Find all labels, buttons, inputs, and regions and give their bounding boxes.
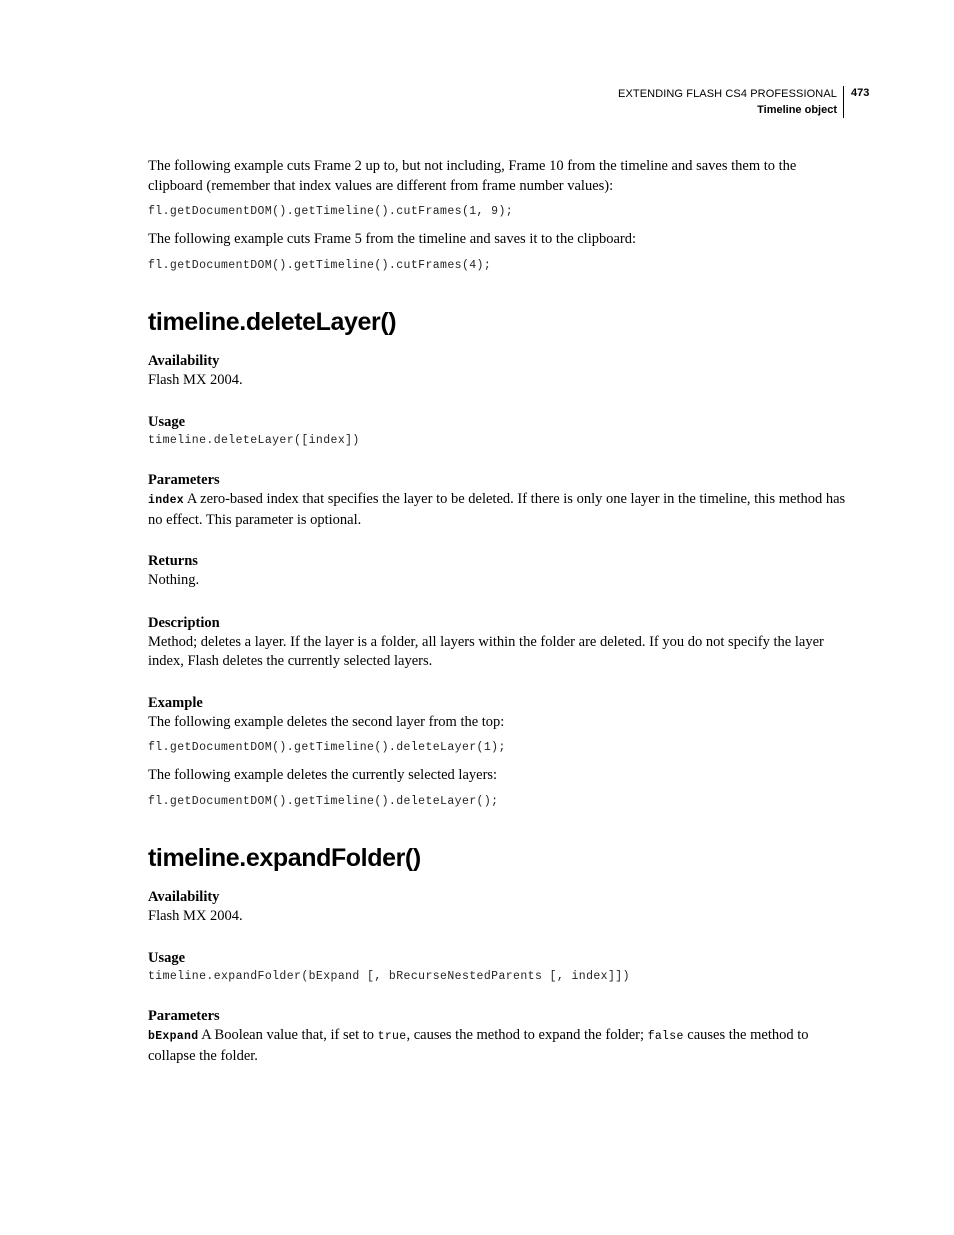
expand-folder-usage: timeline.expandFolder(bExpand [, bRecurseNestedParents [, index]]) [148,970,630,983]
param-description-part-2: , causes the method to expand the folder; [406,1027,645,1043]
expand-folder-parameter [148,1026,848,1066]
param-name-bexpand: bExpand [148,1030,199,1043]
book-title: EXTENDING FLASH CS4 PROFESSIONAL [618,88,837,100]
delete-layer-usage: timeline.deleteLayer([index]) [148,434,360,447]
delete-layer-parameter [148,490,848,530]
running-header [618,86,844,118]
expand-folder-availability: Flash MX 2004. [148,907,243,924]
delete-layer-parameters-label: Parameters [148,472,220,488]
delete-layer-example-paragraph-2: The following example deletes the currently selected layers: [148,767,498,783]
code-example-cut-frame-single: fl.getDocumentDOM().getTimeline().cutFrames(4); [148,258,492,272]
param-name-index: index [148,494,185,507]
delete-layer-description: Method; deletes a layer. If the layer is a folder, all layers within the folder are deleted. If you do not specify the layer index, Flash deletes the currently selected layers. [148,633,824,669]
delete-layer-availability-label: Availability [148,352,220,369]
delete-layer-example-label: Example [148,694,203,711]
delete-layer-heading: timeline.deleteLayer() [148,307,397,336]
delete-layer-example-paragraph-1: The following example deletes the second layer from the top: [148,713,505,730]
inline-code-true: true [377,1030,407,1043]
delete-layer-description-label: Description [148,614,220,631]
code-example-cut-frames-range: fl.getDocumentDOM().getTimeline().cutFrames(1, 9); [148,205,514,218]
code-example-delete-layer-index: fl.getDocumentDOM().getTimeline().deleteLayer(1); [148,741,506,754]
expand-folder-heading: timeline.expandFolder() [148,843,421,872]
expand-folder-usage-label: Usage [148,950,186,966]
param-description-part-1: A Boolean value that, if set to [201,1027,375,1043]
param-description-index: A zero-based index that specifies the layer to be deleted. If there is only one layer in the timeline, this method has no effect. This parameter is optional. [148,491,846,528]
delete-layer-usage-label: Usage [148,414,186,430]
page-content [148,157,848,1066]
intro-paragraph-2: The following example cuts Frame 5 from the timeline and saves it to the clipboard: [148,231,637,247]
section-title: Timeline object [757,104,837,116]
delete-layer-availability: Flash MX 2004. [148,371,243,388]
expand-folder-availability-label: Availability [148,888,220,905]
delete-layer-returns-label: Returns [148,553,198,569]
delete-layer-returns: Nothing. [148,572,200,588]
code-example-delete-layer-selected: fl.getDocumentDOM().getTimeline().deleteLayer(); [148,794,499,808]
param-description-part-3: causes the method to collapse the folder. [148,1027,809,1064]
intro-paragraph-1: The following example cuts Frame 2 up to, but not including, Frame 10 from the timeline and saves them to the clipboard (remember that index values are different from frame number values): [148,158,797,194]
expand-folder-parameters-label: Parameters [148,1008,220,1024]
page-number: 473 [851,87,870,99]
inline-code-false: false [647,1030,684,1043]
